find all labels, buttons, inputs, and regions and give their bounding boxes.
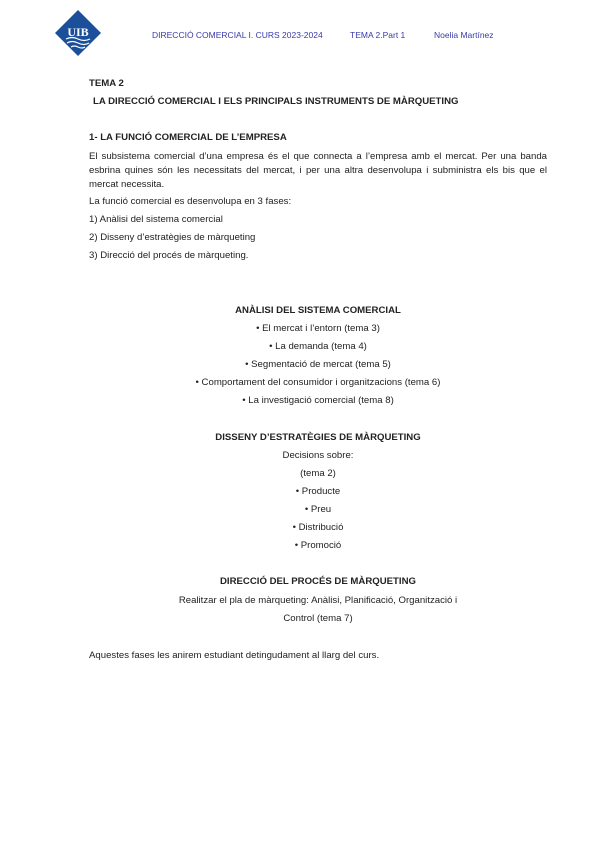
disseny-heading: DISSENY D’ESTRATÈGIES DE MÀRQUETING — [215, 432, 421, 443]
direccio-line1: Realitzar el pla de màrqueting: Anàlisi, Planificació, Organització i — [178, 595, 458, 606]
disseny-item: • Preu — [304, 504, 332, 515]
section1-paragraph: El subsistema comercial d’una empresa és el que connecta a l’empresa amb el mercat. Per una banda esbrina quines són les necessitats del mercat, i per una altra desenvolupa i subministra els bis que el mercat necessita. — [89, 151, 547, 190]
uib-logo — [54, 9, 102, 57]
analisi-item: • La investigació comercial (tema 8) — [242, 395, 394, 406]
analisi-item: • La demanda (tema 4) — [269, 341, 367, 352]
disseny-item: • Distribució — [292, 522, 344, 533]
disseny-item: • Producte — [295, 486, 341, 497]
logo-text: UIB — [67, 25, 89, 39]
phases-intro: La funció comercial es desenvolupa en 3 fases: — [89, 196, 292, 207]
disseny-intro: Decisions sobre: — [282, 450, 354, 461]
disseny-tema: (tema 2) — [300, 468, 336, 479]
main-title: LA DIRECCIÓ COMERCIAL I ELS PRINCIPALS INSTRUMENTS DE MÀRQUETING — [93, 96, 459, 107]
tema-label: TEMA 2 — [89, 78, 124, 89]
header-course: DIRECCIÓ COMERCIAL I. CURS 2023-2024 — [152, 30, 323, 40]
section1-heading: 1- LA FUNCIÓ COMERCIAL DE L’EMPRESA — [89, 132, 287, 143]
phase-item: 2) Disseny d’estratègies de màrqueting — [89, 232, 256, 243]
analisi-item: • El mercat i l’entorn (tema 3) — [256, 323, 380, 334]
closing-text: Aquestes fases les anirem estudiant detingudament al llarg del curs. — [89, 650, 380, 661]
direccio-line2: Control (tema 7) — [283, 613, 353, 624]
analisi-item: • Segmentació de mercat (tema 5) — [245, 359, 391, 370]
phase-item: 1) Anàlisi del sistema comercial — [89, 214, 223, 225]
analisi-item: • Comportament del consumidor i organitzacions (tema 6) — [195, 377, 441, 388]
header-part: TEMA 2.Part 1 — [350, 30, 406, 40]
direccio-heading: DIRECCIÓ DEL PROCÉS DE MÀRQUETING — [220, 576, 416, 587]
header-author: Noelia Martínez — [434, 30, 494, 40]
disseny-item: • Promoció — [294, 540, 342, 551]
analisi-heading: ANÀLISI DEL SISTEMA COMERCIAL — [235, 305, 401, 316]
phase-item: 3) Direcció del procés de màrqueting. — [89, 250, 249, 261]
